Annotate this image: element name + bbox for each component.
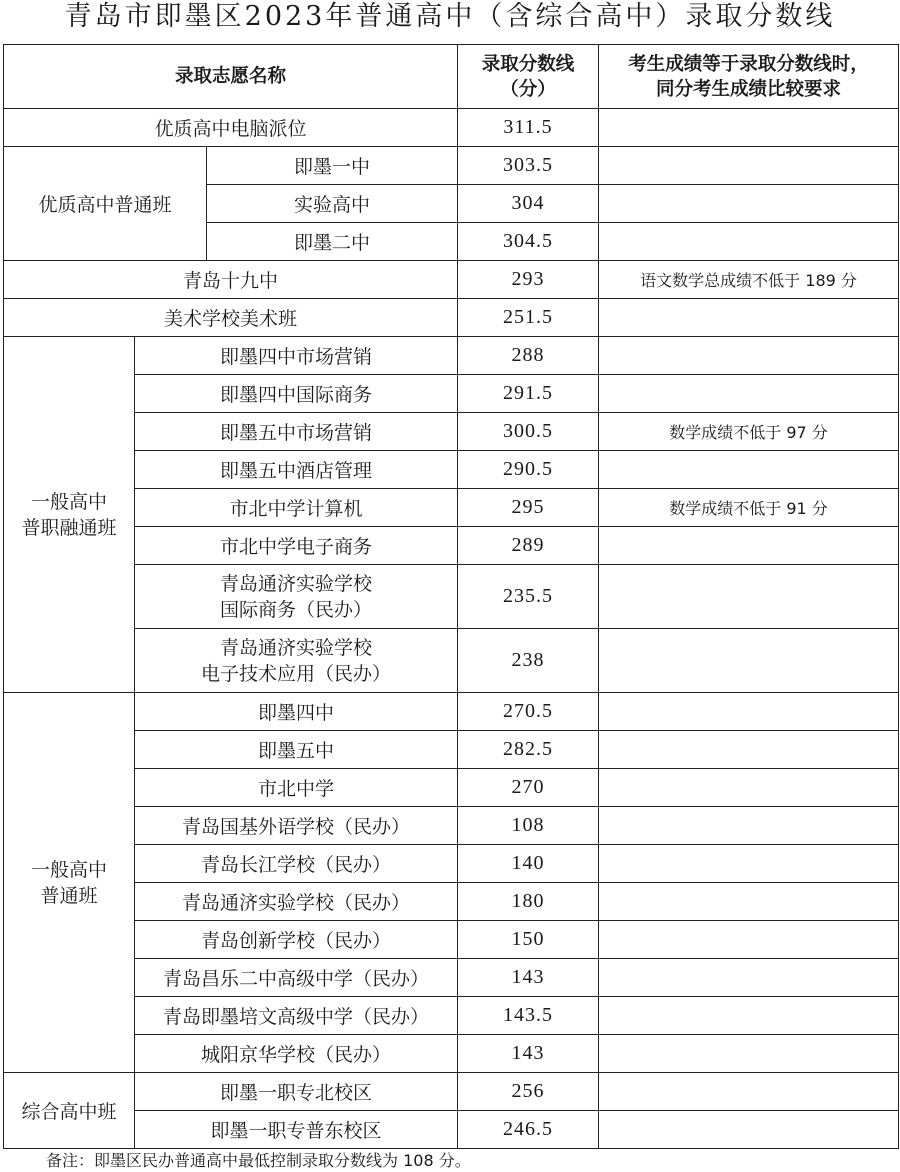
requirement-cell — [599, 451, 899, 489]
requirement-cell — [599, 693, 899, 731]
score-cell: 293 — [458, 261, 599, 299]
school-name: 美术学校美术班 — [4, 299, 458, 337]
table-row — [4, 807, 899, 845]
table-row — [4, 147, 899, 185]
score-cell: 304.5 — [458, 223, 599, 261]
school-name: 青岛国基外语学校（民办） — [135, 807, 458, 845]
requirement-cell — [599, 959, 899, 997]
school-name: 青岛通济实验学校 国际商务（民办） — [135, 565, 458, 629]
score-cell: 291.5 — [458, 375, 599, 413]
requirement-cell: 数学成绩不低于 91 分 — [599, 489, 899, 527]
table-row — [4, 375, 899, 413]
score-cell: 290.5 — [458, 451, 599, 489]
school-name: 即墨四中国际商务 — [135, 375, 458, 413]
score-cell: 270.5 — [458, 693, 599, 731]
footnote: 备注：即墨区民办普通高中最低控制录取分数线为 108 分。 — [46, 1151, 471, 1170]
requirement-cell — [599, 147, 899, 185]
category-label: 优质高中普通班 — [4, 147, 207, 261]
score-cell: 235.5 — [458, 565, 599, 629]
score-cell: 304 — [458, 185, 599, 223]
school-name: 青岛通济实验学校（民办） — [135, 883, 458, 921]
requirement-cell — [599, 375, 899, 413]
requirement-cell — [599, 1073, 899, 1111]
requirement-cell — [599, 299, 899, 337]
score-cell: 143 — [458, 959, 599, 997]
table-row — [4, 565, 899, 629]
school-name: 实验高中 — [207, 185, 458, 223]
requirement-cell — [599, 185, 899, 223]
school-name: 即墨五中 — [135, 731, 458, 769]
category-label: 综合高中班 — [4, 1073, 135, 1149]
school-name: 青岛即墨培文高级中学（民办） — [135, 997, 458, 1035]
requirement-cell — [599, 845, 899, 883]
requirement-cell — [599, 921, 899, 959]
school-name: 即墨四中 — [135, 693, 458, 731]
page-title: 青岛市即墨区2023年普通高中（含综合高中）录取分数线 — [64, 1, 836, 32]
header-score: 录取分数线 （分） — [458, 45, 599, 109]
table-row — [4, 1111, 899, 1149]
header-requirement: 考生成绩等于录取分数线时， 同分考生成绩比较要求 — [599, 45, 899, 109]
requirement-cell — [599, 629, 899, 693]
table-row — [4, 489, 899, 527]
requirement-cell — [599, 883, 899, 921]
table-row — [4, 883, 899, 921]
school-name: 青岛创新学校（民办） — [135, 921, 458, 959]
score-cell: 300.5 — [458, 413, 599, 451]
table-row — [4, 997, 899, 1035]
table-row — [4, 769, 899, 807]
requirement-cell — [599, 997, 899, 1035]
requirement-cell: 语文数学总成绩不低于 189 分 — [599, 261, 899, 299]
table-row — [4, 451, 899, 489]
school-name: 优质高中电脑派位 — [4, 109, 458, 147]
score-cell: 256 — [458, 1073, 599, 1111]
requirement-cell — [599, 223, 899, 261]
school-name: 即墨四中市场营销 — [135, 337, 458, 375]
score-cell: 246.5 — [458, 1111, 599, 1149]
header-name: 录取志愿名称 — [4, 45, 458, 109]
school-name: 青岛长江学校（民办） — [135, 845, 458, 883]
score-cell: 150 — [458, 921, 599, 959]
table-row — [4, 845, 899, 883]
school-name: 青岛昌乐二中高级中学（民办） — [135, 959, 458, 997]
table-row — [4, 109, 899, 147]
admission-score-table — [3, 44, 899, 1149]
requirement-cell — [599, 731, 899, 769]
category-label: 一般高中 普通班 — [4, 693, 135, 1073]
category-label: 一般高中 普职融通班 — [4, 337, 135, 693]
school-name: 市北中学 — [135, 769, 458, 807]
requirement-cell: 数学成绩不低于 97 分 — [599, 413, 899, 451]
score-cell: 143.5 — [458, 997, 599, 1035]
score-cell: 180 — [458, 883, 599, 921]
requirement-cell — [599, 1035, 899, 1073]
requirement-cell — [599, 807, 899, 845]
table-row — [4, 921, 899, 959]
requirement-cell — [599, 769, 899, 807]
table-row — [4, 731, 899, 769]
score-cell: 311.5 — [458, 109, 599, 147]
score-cell: 295 — [458, 489, 599, 527]
table-row — [4, 629, 899, 693]
table-row — [4, 1073, 899, 1111]
school-name: 即墨二中 — [207, 223, 458, 261]
table-row — [4, 527, 899, 565]
requirement-cell — [599, 527, 899, 565]
school-name: 城阳京华学校（民办） — [135, 1035, 458, 1073]
score-cell: 251.5 — [458, 299, 599, 337]
school-name: 青岛十九中 — [4, 261, 458, 299]
school-name: 即墨五中市场营销 — [135, 413, 458, 451]
score-cell: 108 — [458, 807, 599, 845]
requirement-cell — [599, 337, 899, 375]
score-cell: 270 — [458, 769, 599, 807]
score-cell: 238 — [458, 629, 599, 693]
score-cell: 282.5 — [458, 731, 599, 769]
score-cell: 140 — [458, 845, 599, 883]
requirement-cell — [599, 1111, 899, 1149]
requirement-cell — [599, 565, 899, 629]
score-cell: 303.5 — [458, 147, 599, 185]
school-name: 即墨一中 — [207, 147, 458, 185]
school-name: 即墨一职专北校区 — [135, 1073, 458, 1111]
school-name: 市北中学计算机 — [135, 489, 458, 527]
table-header-row — [4, 45, 899, 109]
score-cell: 288 — [458, 337, 599, 375]
table-row — [4, 959, 899, 997]
table-row — [4, 413, 899, 451]
requirement-cell — [599, 109, 899, 147]
school-name: 青岛通济实验学校 电子技术应用（民办） — [135, 629, 458, 693]
school-name: 即墨五中酒店管理 — [135, 451, 458, 489]
score-cell: 289 — [458, 527, 599, 565]
table-row — [4, 337, 899, 375]
score-cell: 143 — [458, 1035, 599, 1073]
table-row — [4, 261, 899, 299]
table-row — [4, 1035, 899, 1073]
school-name: 市北中学电子商务 — [135, 527, 458, 565]
table-row — [4, 299, 899, 337]
table-row — [4, 693, 899, 731]
school-name: 即墨一职专普东校区 — [135, 1111, 458, 1149]
